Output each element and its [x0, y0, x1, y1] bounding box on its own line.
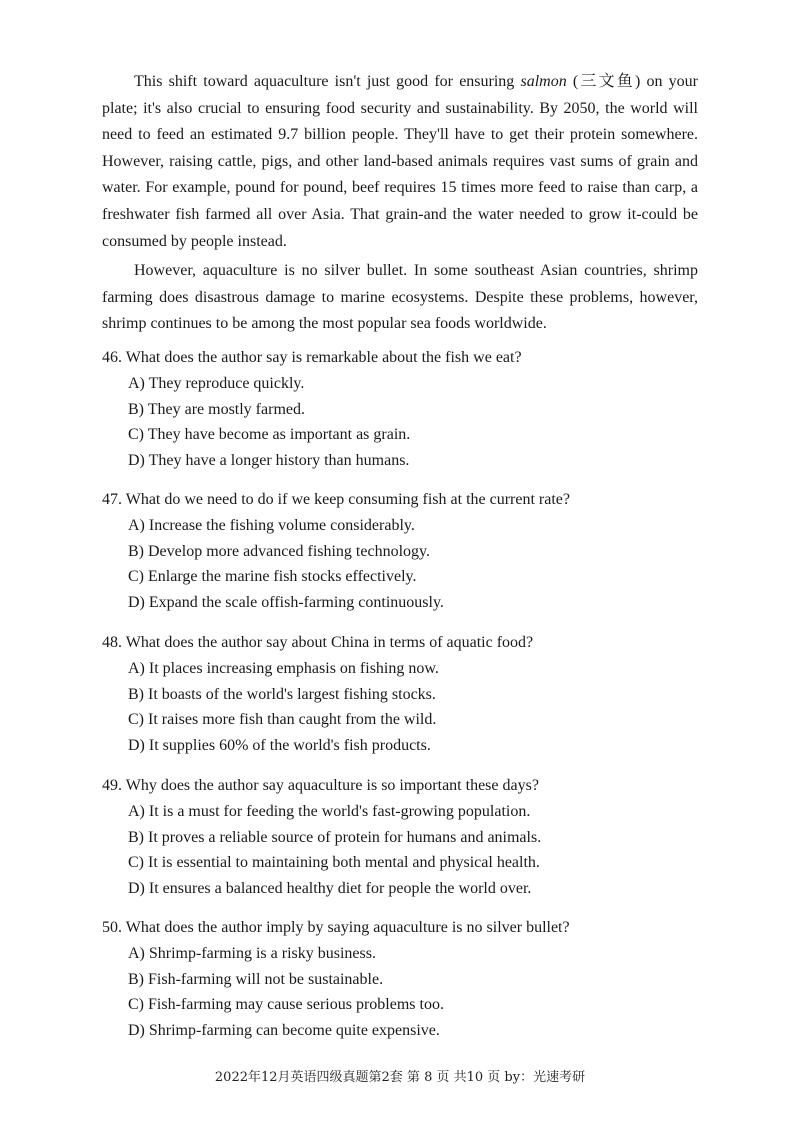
option-a: A) Shrimp-farming is a risky business. [128, 945, 376, 962]
option-d: D) It supplies 60% of the world's fish products. [128, 736, 431, 754]
option-b: B) Develop more advanced fishing technology. [128, 542, 430, 560]
question-47 [102, 487, 702, 615]
option-d: D) It ensures a balanced healthy diet for people the world over. [128, 879, 532, 897]
option-a: A) Increase the fishing volume considerably. [128, 517, 415, 534]
option-c: C) They have become as important as grain. [128, 426, 411, 443]
passage-paragraph-1 [102, 69, 698, 255]
option-c: C) Fish-farming may cause serious problems too. [128, 996, 444, 1013]
option-b: B) It proves a reliable source of protein for humans and animals. [128, 828, 542, 846]
option-c: C) Enlarge the marine fish stocks effectively. [128, 568, 417, 585]
page-footer: 2022年12月英语四级真题第2套 第 8 页 共10 页 by：光速考研 [214, 1070, 586, 1085]
option-c: C) It raises more fish than caught from the wild. [128, 711, 437, 728]
option-a: A) It is a must for feeding the world's fast-growing population. [128, 803, 531, 820]
passage-paragraph-2 [102, 258, 698, 338]
option-c: C) It is essential to maintaining both mental and physical health. [128, 854, 540, 871]
option-d: D) Shrimp-farming can become quite expensive. [128, 1021, 440, 1039]
question-stem: 50. What does the author imply by saying aquaculture is no silver bullet? [102, 919, 570, 936]
option-d: D) They have a longer history than humans. [128, 451, 410, 469]
option-b: B) Fish-farming will not be sustainable. [128, 970, 384, 988]
question-stem: 47. What do we need to do if we keep consuming fish at the current rate? [102, 491, 570, 508]
paragraph-2-text: However, aquaculture is no silver bullet. In some southeast Asian countries, shrimp farming does disastrous damage to marine ecosystems. Despite these problems, however, shrimp continues to be among the most popular sea foods worldwide. [102, 262, 698, 333]
question-stem: 48. What does the author say about China in terms of aquatic food? [102, 634, 534, 651]
paragraph-1-text-end: (三文鱼) on your plate; it's also crucial to ensuring food security and sustainability. By 2050, the world will need to feed an estimated 9.7 billion people. They'll have to get their protein somewhere. However, raising cattle, pigs, and other land-based animals requires vast sums of grain and water. For example, pound for pound, beef requires 15 times more feed to raise than carp, a freshwater fish farmed all over Asia. That grain-and the water needed to grow it-could be consumed by people instead. [102, 73, 698, 250]
option-b: B) It boasts of the world's largest fishing stocks. [128, 685, 436, 703]
question-stem: 49. Why does the author say aquaculture is so important these days? [102, 777, 539, 794]
paragraph-1-text-start: This shift toward aquaculture isn't just good for ensuring [134, 73, 521, 90]
question-49 [102, 773, 702, 901]
option-d: D) Expand the scale offish-farming continuously. [128, 593, 444, 611]
question-46 [102, 345, 702, 473]
question-stem: 46. What does the author say is remarkable about the fish we eat? [102, 349, 522, 366]
option-b: B) They are mostly farmed. [128, 400, 305, 418]
paragraph-1-italic-term: salmon [520, 73, 567, 90]
option-a: A) They reproduce quickly. [128, 375, 305, 392]
question-50 [102, 915, 702, 1043]
question-48 [102, 630, 702, 758]
option-a: A) It places increasing emphasis on fishing now. [128, 660, 439, 677]
